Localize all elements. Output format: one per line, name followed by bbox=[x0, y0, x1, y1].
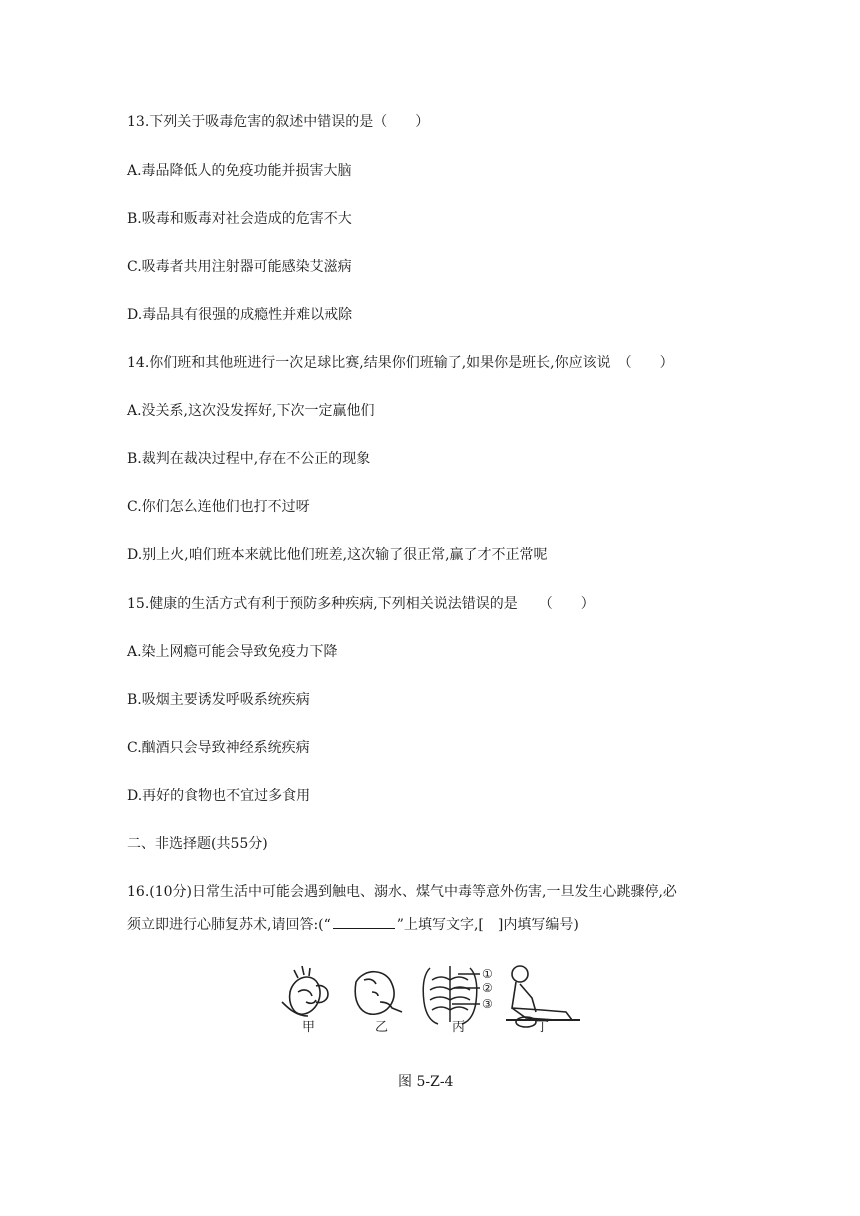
question-16-line-2-end: ”上填写文字,[ ]内填写编号) bbox=[396, 917, 579, 933]
figure-jia-head-tilt-drawing bbox=[282, 966, 328, 1016]
figure-yi-mouth-check-drawing bbox=[355, 972, 402, 1015]
question-16-line-2-start: 须立即进行心肺复苏术,请回答:(“ bbox=[127, 917, 331, 933]
question-13-option-c: C.吸毒者共用注射器可能感染艾滋病 bbox=[127, 259, 352, 275]
figure-label-yi: 乙 bbox=[375, 1020, 389, 1035]
question-15-option-c: C.酗酒只会导致神经系统疾病 bbox=[127, 740, 310, 756]
question-14-option-c: C.你们怎么连他们也打不过呀 bbox=[127, 499, 310, 515]
question-15-option-a: A.染上网瘾可能会导致免疫力下降 bbox=[127, 644, 338, 660]
question-13-option-a: A.毒品降低人的免疫功能并损害大脑 bbox=[127, 163, 352, 179]
cpr-figure bbox=[280, 962, 590, 1052]
question-14-option-d: D.别上火,咱们班本来就比他们班差,这次输了很正常,赢了才不正常呢 bbox=[127, 547, 548, 563]
question-13-option-d: D.毒品具有很强的成瘾性并难以戒除 bbox=[127, 307, 353, 323]
question-14-stem: 14.你们班和其他班进行一次足球比赛,结果你们班输了,如果你是班长,你应该说 （ ） bbox=[127, 355, 674, 371]
question-16-line-1: 16.(10分)日常生活中可能会遇到触电、溺水、煤气中毒等意外伤害,一旦发生心跳骤停,必 bbox=[127, 884, 677, 900]
figure-label-bing: 丙 bbox=[452, 1020, 466, 1035]
figure-label-jia: 甲 bbox=[302, 1020, 316, 1035]
question-14-option-b: B.裁判在裁决过程中,存在不公正的现象 bbox=[127, 451, 371, 467]
question-16-line-2 bbox=[127, 916, 579, 934]
marker-2: ② bbox=[482, 981, 493, 995]
marker-3: ③ bbox=[482, 997, 493, 1011]
question-14-option-a: A.没关系,这次没发挥好,下次一定赢他们 bbox=[127, 403, 375, 419]
figure-caption: 图 5-Z-4 bbox=[398, 1074, 454, 1090]
question-15-option-b: B.吸烟主要诱发呼吸系统疾病 bbox=[127, 692, 310, 708]
question-13-stem: 13.下列关于吸毒危害的叙述中错误的是（ ） bbox=[127, 114, 430, 130]
question-13-option-b: B.吸毒和贩毒对社会造成的危害不大 bbox=[127, 211, 352, 227]
question-15-option-d: D.再好的食物也不宜过多食用 bbox=[127, 788, 311, 804]
fill-blank-sample bbox=[333, 916, 395, 929]
marker-1: ① bbox=[482, 967, 493, 981]
section-2-heading: 二、非选择题(共55分) bbox=[127, 836, 268, 852]
figure-label-ding: 丁 bbox=[536, 1020, 550, 1035]
question-15-stem: 15.健康的生活方式有利于预防多种疾病,下列相关说法错误的是 （ ） bbox=[127, 596, 595, 612]
